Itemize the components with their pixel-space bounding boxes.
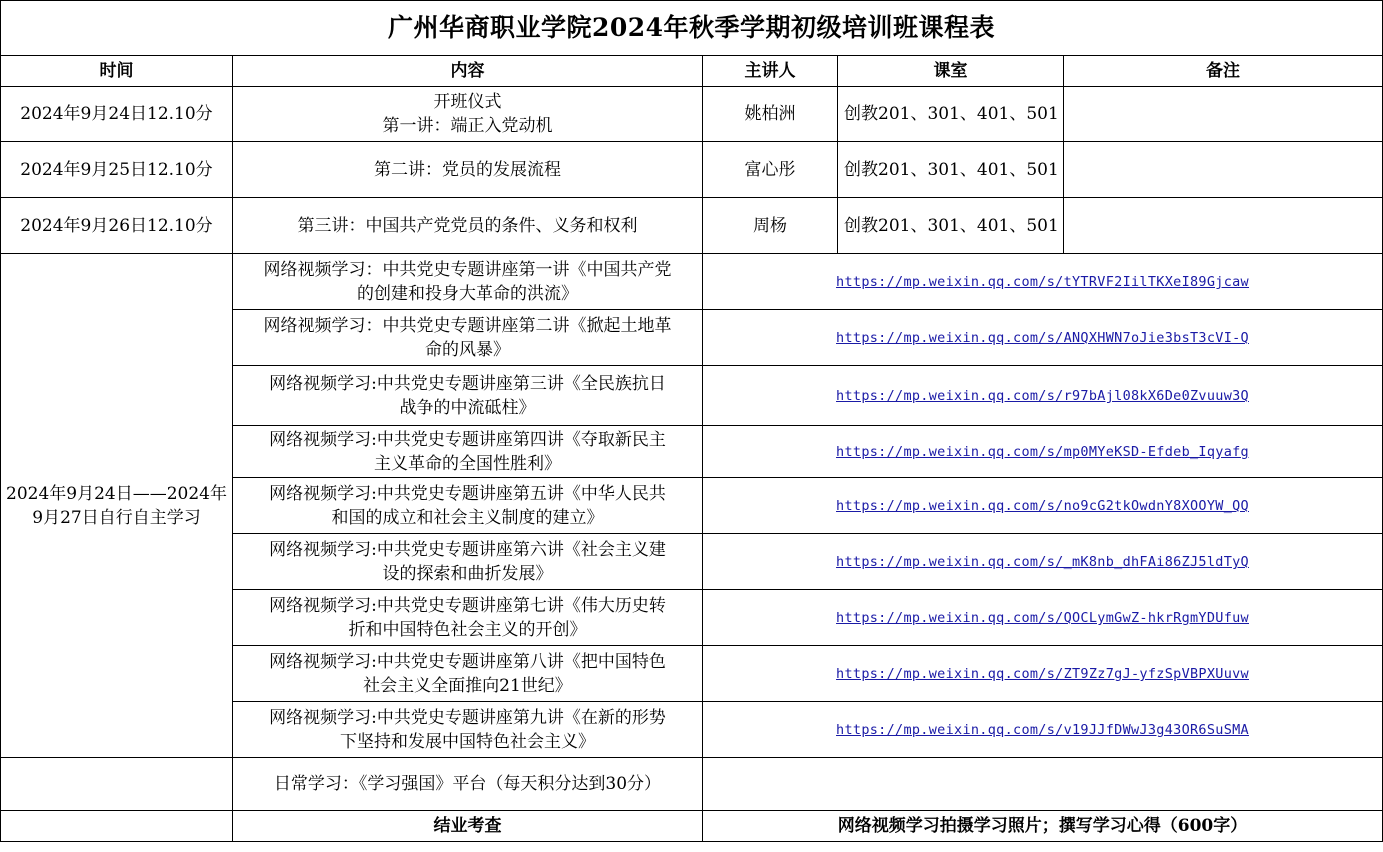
video-link-cell: [703, 590, 1383, 646]
video-link-cell: [703, 646, 1383, 702]
video-lecture: [233, 534, 703, 590]
lecture-speaker: 周杨: [703, 198, 838, 254]
table-row: [1, 198, 1383, 254]
table-row: [1, 811, 1383, 842]
video-link[interactable]: https://mp.weixin.qq.com/s/tYTRVF2IilTKXeI89Gjcaw: [836, 274, 1249, 290]
final-time-empty: [1, 811, 233, 842]
video-link[interactable]: https://mp.weixin.qq.com/s/mp0MYeKSD-Efdeb_Iqyafg: [836, 444, 1249, 460]
header-room: 课室: [838, 56, 1064, 87]
video-link[interactable]: https://mp.weixin.qq.com/s/ANQXHWN7oJie3bsT3cVI-Q: [836, 330, 1249, 346]
video-lecture-line: 网络视频学习：中共党史专题讲座第二讲《掀起土地革: [263, 315, 672, 336]
final-label: 结业考查: [233, 811, 703, 842]
lecture-remarks: [1064, 87, 1383, 142]
lecture-remarks: [1064, 142, 1383, 198]
video-link-cell: [703, 366, 1383, 426]
video-lecture: [233, 310, 703, 366]
video-lecture-line: 和国的成立和社会主义制度的建立》: [331, 507, 604, 528]
header-remarks: 备注: [1064, 56, 1383, 87]
video-link-cell: [703, 254, 1383, 310]
video-lecture: [233, 646, 703, 702]
header-content: 内容: [233, 56, 703, 87]
video-lecture-line: 战争的中流砥柱》: [399, 397, 536, 418]
video-link-cell: [703, 478, 1383, 534]
final-requirement: 网络视频学习拍摄学习照片；撰写学习心得（600字）: [703, 811, 1383, 842]
video-lecture-line: 网络视频学习:中共党史专题讲座第四讲《夺取新民主: [269, 429, 666, 450]
lecture-time: 2024年9月26日12.10分: [1, 198, 233, 254]
lecture-time: 2024年9月25日12.10分: [1, 142, 233, 198]
video-lecture-line: 社会主义全面推向21世纪》: [363, 675, 572, 696]
video-lecture-line: 网络视频学习:中共党史专题讲座第七讲《伟大历史转: [269, 595, 666, 616]
daily-time-empty: [1, 758, 233, 811]
lecture-content: 第二讲：党员的发展流程: [233, 142, 703, 198]
video-link-cell: [703, 534, 1383, 590]
video-link-cell: [703, 310, 1383, 366]
lecture-room: 创教201、301、401、501: [838, 87, 1064, 142]
table-row: [1, 87, 1383, 142]
video-link[interactable]: https://mp.weixin.qq.com/s/QOCLymGwZ-hkrRgmYDUfuw: [836, 610, 1249, 626]
lecture-speaker: 富心彤: [703, 142, 838, 198]
daily-empty: [703, 758, 1383, 811]
lecture-room: 创教201、301、401、501: [838, 142, 1064, 198]
video-link-cell: [703, 426, 1383, 478]
table-row: [1, 254, 1383, 310]
daily-study: 日常学习：《学习强国》平台（每天积分达到30分）: [233, 758, 703, 811]
video-lecture-line: 网络视频学习:中共党史专题讲座第九讲《在新的形势: [269, 707, 666, 728]
video-link-cell: [703, 702, 1383, 758]
table-row: [1, 758, 1383, 811]
video-link[interactable]: https://mp.weixin.qq.com/s/r97bAjl08kX6De0Zvuuw3Q: [836, 388, 1249, 404]
table-title: 广州华商职业学院2024年秋季学期初级培训班课程表: [1, 1, 1383, 56]
video-link[interactable]: https://mp.weixin.qq.com/s/ZT9Zz7gJ-yfzSpVBPXUuvw: [836, 666, 1249, 682]
video-lecture: [233, 366, 703, 426]
self-study-time-line: 9月27日自行自主学习: [32, 507, 201, 528]
lecture-content: [233, 87, 703, 142]
self-study-time: [1, 254, 233, 758]
lecture-content-line: 开班仪式: [433, 92, 502, 112]
video-lecture-line: 网络视频学习:中共党史专题讲座第三讲《全民族抗日: [269, 373, 666, 394]
video-link[interactable]: https://mp.weixin.qq.com/s/_mK8nb_dhFAi86ZJ5ldTyQ: [836, 554, 1249, 570]
video-lecture-line: 网络视频学习:中共党史专题讲座第六讲《社会主义建: [269, 539, 666, 560]
video-lecture-line: 折和中国特色社会主义的开创》: [348, 619, 587, 640]
video-lecture-line: 设的探索和曲折发展》: [382, 563, 553, 584]
video-lecture-line: 主义革命的全国性胜利》: [374, 453, 561, 474]
video-lecture-line: 网络视频学习：中共党史专题讲座第一讲《中国共产党: [263, 259, 672, 280]
video-lecture-line: 命的风暴》: [425, 339, 510, 360]
lecture-content: 第三讲：中国共产党党员的条件、义务和权利: [233, 198, 703, 254]
video-lecture: [233, 426, 703, 478]
video-link[interactable]: https://mp.weixin.qq.com/s/v19JJfDWwJ3g43OR6SuSMA: [836, 722, 1249, 738]
lecture-time: 2024年9月24日12.10分: [1, 87, 233, 142]
video-lecture: [233, 254, 703, 310]
lecture-speaker: 姚柏洲: [703, 87, 838, 142]
table-row: [1, 142, 1383, 198]
video-lecture: [233, 702, 703, 758]
video-lecture: [233, 590, 703, 646]
self-study-time-line: 2024年9月24日——2024年: [6, 483, 227, 504]
video-link[interactable]: https://mp.weixin.qq.com/s/no9cG2tkOwdnY8XOOYW_QQ: [836, 498, 1249, 514]
video-lecture-line: 网络视频学习:中共党史专题讲座第八讲《把中国特色: [269, 651, 666, 672]
lecture-remarks: [1064, 198, 1383, 254]
video-lecture: [233, 478, 703, 534]
header-speaker: 主讲人: [703, 56, 838, 87]
video-lecture-line: 的创建和投身大革命的洪流》: [357, 283, 578, 304]
lecture-content-line: 第一讲：端正入党动机: [382, 116, 553, 136]
video-lecture-line: 下坚持和发展中国特色社会主义》: [340, 731, 595, 752]
header-time: 时间: [1, 56, 233, 87]
lecture-room: 创教201、301、401、501: [838, 198, 1064, 254]
video-lecture-line: 网络视频学习:中共党史专题讲座第五讲《中华人民共: [269, 483, 666, 504]
